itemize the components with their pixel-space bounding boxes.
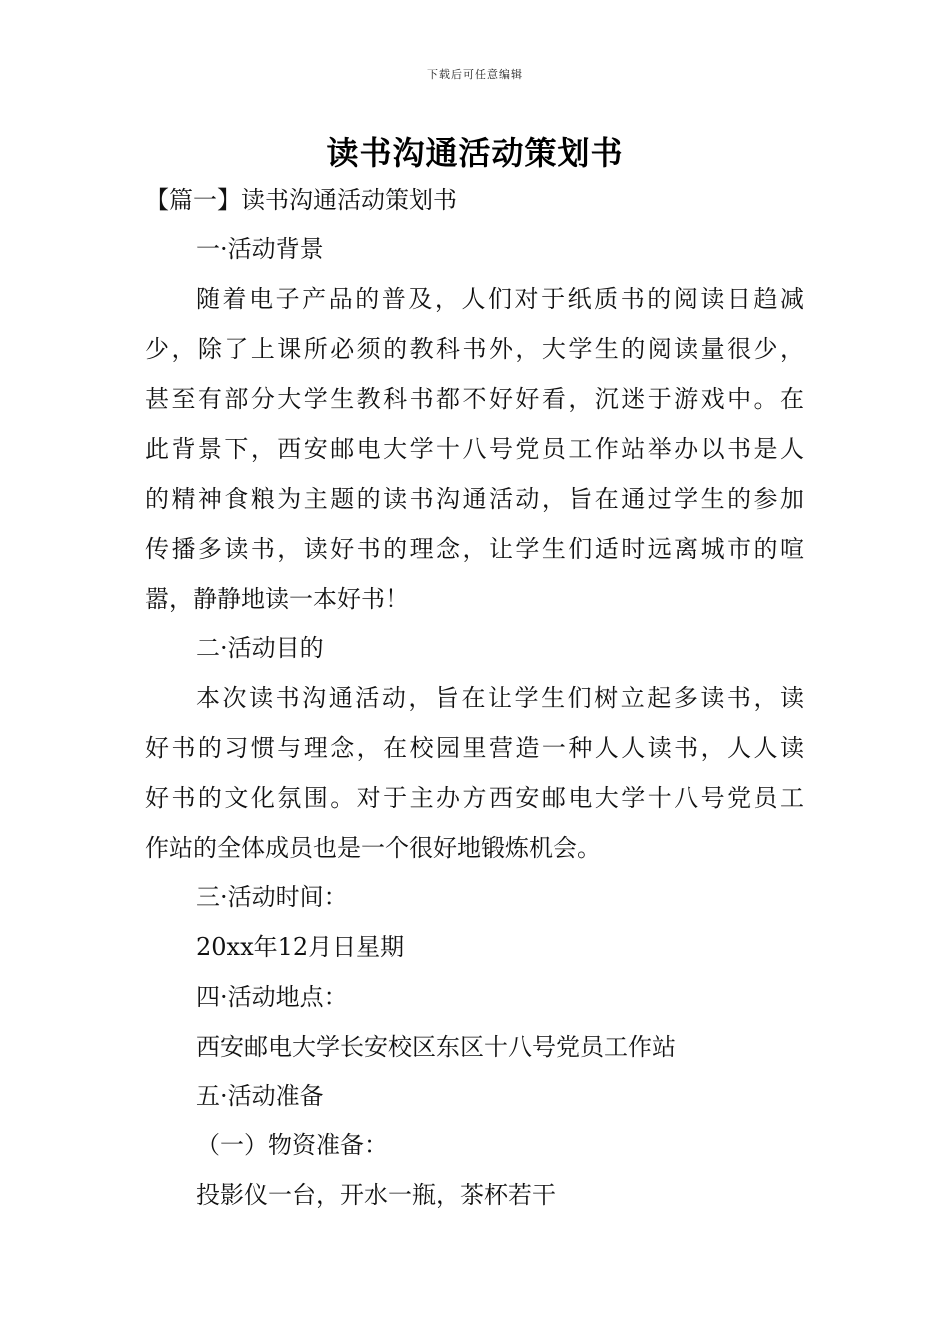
part-heading: 【篇一】读书沟通活动策划书 xyxy=(145,186,457,214)
subsection-heading-materials: （一）物资准备： xyxy=(196,1131,388,1159)
paragraph-line: 随着电子产品的普及，人们对于纸质书的阅读日趋减 xyxy=(196,285,804,313)
paragraph-line: 传播多读书，读好书的理念，让学生们适时远离城市的喧 xyxy=(145,535,804,563)
section-heading-purpose: 二·活动目的 xyxy=(196,634,324,662)
paragraph-line: 作站的全体成员也是一个很好地锻炼机会。 xyxy=(145,834,601,862)
paragraph-line: 好书的习惯与理念，在校园里营造一种人人读书，人人读 xyxy=(145,734,804,762)
paragraph-line: 嚣，静静地读一本好书！ xyxy=(145,585,409,613)
paragraph-line: 少，除了上课所必须的教科书外，大学生的阅读量很少， xyxy=(145,335,804,363)
paragraph-line: 甚至有部分大学生教科书都不好好看，沉迷于游戏中。在 xyxy=(145,385,804,413)
materials-list: 投影仪一台，开水一瓶，茶杯若干 xyxy=(196,1181,556,1209)
section-heading-background: 一·活动背景 xyxy=(196,235,324,263)
location-value: 西安邮电大学长安校区东区十八号党员工作站 xyxy=(196,1033,676,1061)
section-heading-preparation: 五·活动准备 xyxy=(196,1082,324,1110)
paragraph-line: 此背景下，西安邮电大学十八号党员工作站举办以书是人 xyxy=(145,435,804,463)
section-heading-location: 四·活动地点： xyxy=(196,983,348,1011)
paragraph-line: 好书的文化氛围。对于主办方西安邮电大学十八号党员工 xyxy=(145,784,804,812)
header-note: 下载后可任意编辑 xyxy=(427,68,523,81)
paragraph-line: 本次读书沟通活动，旨在让学生们树立起多读书，读 xyxy=(196,684,804,712)
section-heading-time: 三·活动时间： xyxy=(196,883,348,911)
document-title: 读书沟通活动策划书 xyxy=(326,134,624,172)
time-value: 20xx年12月日星期 xyxy=(196,933,405,961)
paragraph-line: 的精神食粮为主题的读书沟通活动，旨在通过学生的参加 xyxy=(145,485,804,513)
